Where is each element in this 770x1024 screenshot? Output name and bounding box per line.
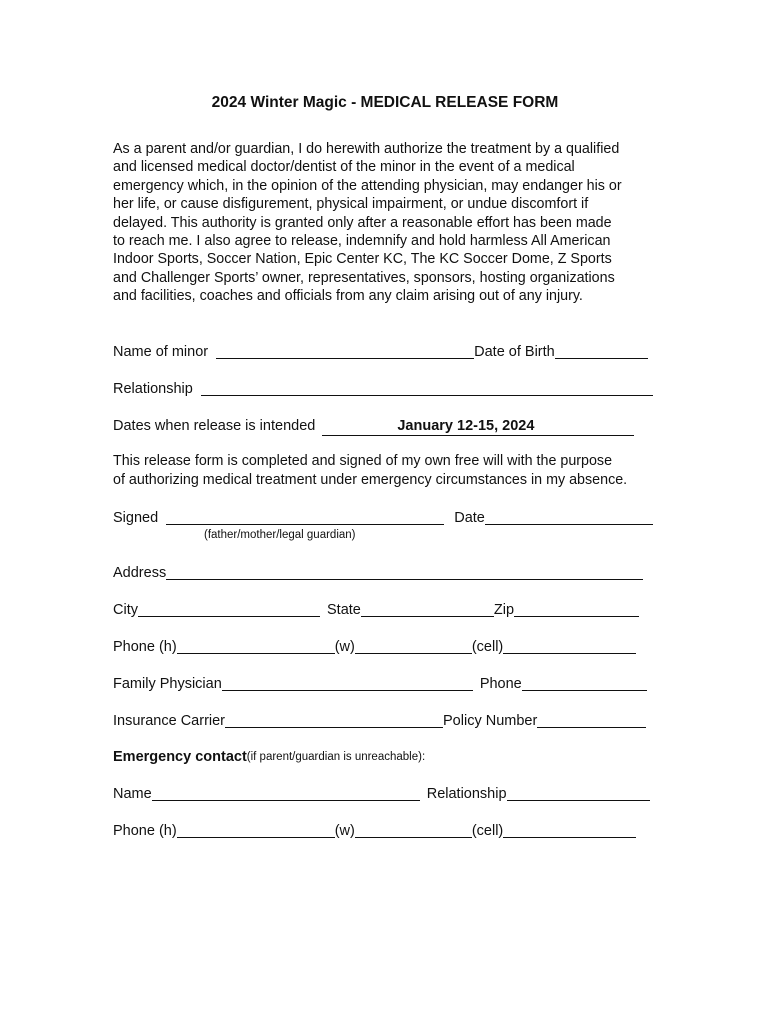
purpose-paragraph — [113, 452, 673, 490]
date-of-birth-field[interactable] — [555, 343, 648, 359]
intro-line: delayed. This authority is granted only after a reasonable effort has been made — [113, 214, 612, 231]
intro-line: emergency which, in the opinion of the attending physician, may endanger his or — [113, 177, 622, 194]
intro-line: and facilities, coaches and officials from any claim arising out of any injury. — [113, 288, 583, 305]
dates-intended-value: January 12-15, 2024 — [322, 418, 634, 436]
emergency-phone-home-label: Phone (h) — [113, 823, 177, 839]
emergency-phone-cell-label: (cell) — [471, 823, 504, 839]
signed-row — [113, 508, 653, 528]
physician-row — [113, 674, 647, 694]
phone-home-label: Phone (h) — [113, 639, 177, 655]
emergency-name-field[interactable] — [152, 785, 420, 801]
insurance-row — [113, 711, 646, 731]
insurance-carrier-field[interactable] — [225, 712, 443, 728]
address-row — [113, 563, 643, 583]
date-field[interactable] — [485, 509, 653, 525]
date-of-birth-label: Date of Birth — [474, 344, 555, 360]
signer-role-note: (father/mother/legal guardian) — [204, 529, 356, 541]
emergency-phone-home-field[interactable] — [177, 822, 335, 838]
emergency-phone-row — [113, 821, 636, 841]
state-label: State — [327, 602, 361, 618]
signed-label: Signed — [113, 510, 159, 526]
emergency-contact-heading — [113, 747, 425, 767]
intro-line: her life, or cause disfigurement, physical impairment, or undue discomfort if — [113, 196, 589, 213]
intro-line: and licensed medical doctor/dentist of the minor in the event of a medical — [113, 159, 575, 176]
address-label: Address — [113, 565, 167, 581]
emergency-relationship-label: Relationship — [426, 786, 507, 802]
policy-number-field[interactable] — [537, 712, 646, 728]
form-title: 2024 Winter Magic - MEDICAL RELEASE FORM — [211, 94, 559, 111]
city-row — [113, 600, 639, 620]
policy-number-label: Policy Number — [443, 713, 538, 729]
relationship-label: Relationship — [113, 381, 193, 397]
emergency-phone-work-field[interactable] — [355, 822, 472, 838]
emergency-name-label: Name — [113, 786, 152, 802]
emergency-relationship-field[interactable] — [507, 785, 650, 801]
physician-phone-label: Phone — [479, 676, 522, 692]
relationship-field[interactable] — [201, 380, 653, 396]
name-of-minor-field[interactable] — [216, 343, 474, 359]
minor-row — [113, 342, 648, 362]
emergency-contact-note: (if parent/guardian is unreachable): — [246, 751, 426, 763]
authorization-paragraph — [113, 140, 658, 306]
dates-intended-label: Dates when release is intended — [113, 418, 316, 434]
state-field[interactable] — [361, 601, 494, 617]
dates-row — [113, 416, 634, 436]
zip-field[interactable] — [514, 601, 639, 617]
phone-cell-field[interactable] — [503, 638, 636, 654]
family-physician-label: Family Physician — [113, 676, 222, 692]
emergency-phone-cell-field[interactable] — [503, 822, 636, 838]
phone-row — [113, 637, 636, 657]
intro-line: and Challenger Sports’ owner, representatives, sponsors, hosting organizations — [113, 269, 615, 286]
date-label: Date — [454, 510, 485, 526]
purpose-line: This release form is completed and signed of my own free will with the purpose — [113, 453, 613, 469]
emergency-name-row — [113, 784, 650, 804]
city-field[interactable] — [138, 601, 320, 617]
phone-home-field[interactable] — [177, 638, 335, 654]
intro-line: to reach me. I also agree to release, indemnify and hold harmless All American — [113, 233, 611, 250]
phone-work-label: (w) — [334, 639, 355, 655]
family-physician-field[interactable] — [222, 675, 473, 691]
emergency-phone-work-label: (w) — [334, 823, 355, 839]
phone-work-field[interactable] — [355, 638, 472, 654]
signature-field[interactable] — [166, 509, 444, 525]
insurance-carrier-label: Insurance Carrier — [113, 713, 226, 729]
city-label: City — [113, 602, 138, 618]
intro-line: As a parent and/or guardian, I do herewith authorize the treatment by a qualified — [113, 141, 620, 157]
purpose-line: of authorizing medical treatment under emergency circumstances in my absence. — [113, 472, 628, 488]
phone-cell-label: (cell) — [471, 639, 504, 655]
name-of-minor-label: Name of minor — [113, 344, 209, 360]
intro-line: Indoor Sports, Soccer Nation, Epic Center KC, The KC Soccer Dome, Z Sports — [113, 251, 612, 268]
relationship-row — [113, 379, 653, 399]
zip-label: Zip — [493, 602, 515, 618]
physician-phone-field[interactable] — [522, 675, 647, 691]
emergency-contact-label: Emergency contact — [113, 749, 247, 765]
address-field[interactable] — [166, 564, 643, 580]
